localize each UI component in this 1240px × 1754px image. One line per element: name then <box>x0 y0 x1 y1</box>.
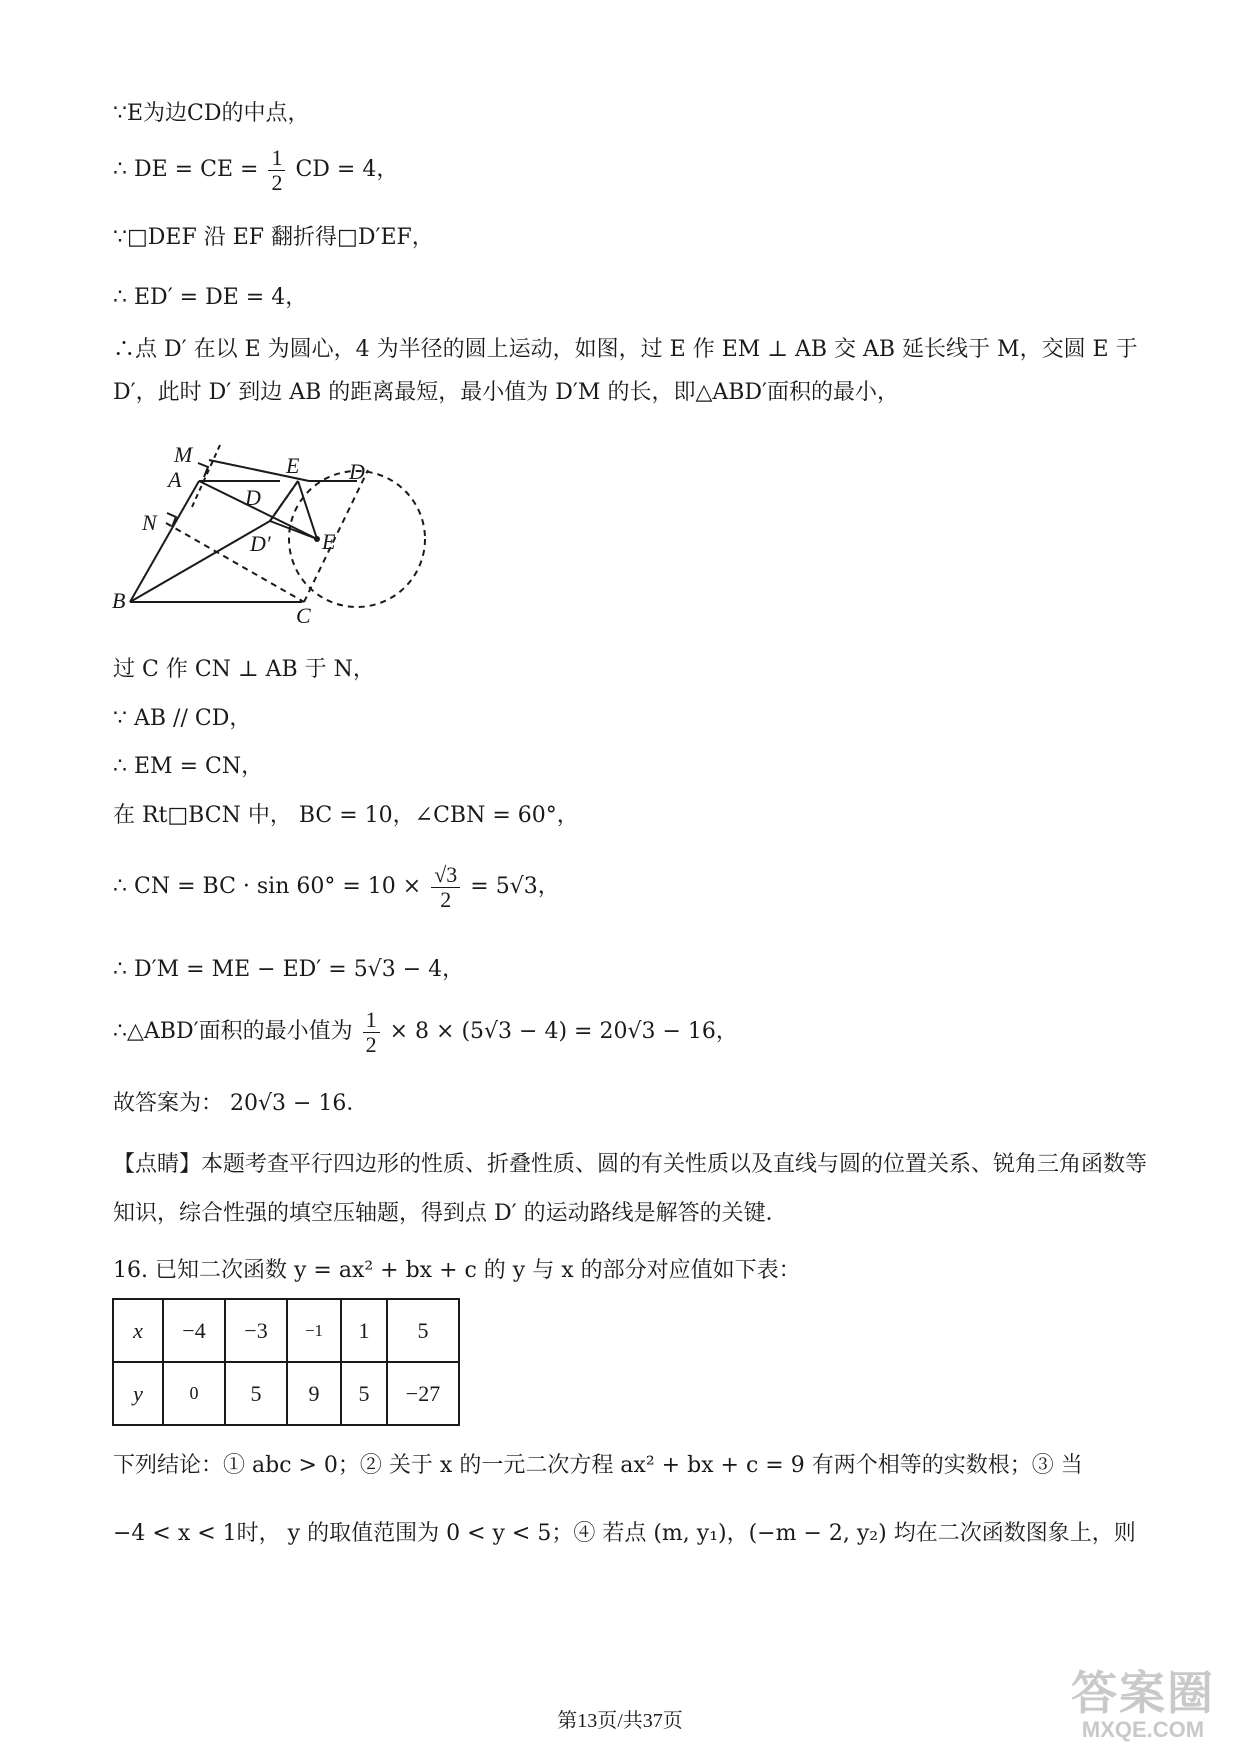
fraction-denominator: 2 <box>440 886 452 912</box>
label-n: N <box>142 510 157 535</box>
segment-d-prime-e <box>270 521 317 539</box>
text-line-15: 【点睛】本题考查平行四边形的性质、折叠性质、圆的有关性质以及直线与圆的位置关系、锐角三角函数等 <box>113 1152 1148 1177</box>
text-line-16: 知识，综合性强的填空压轴题，得到点 D′ 的运动路线是解答的关键． <box>113 1201 788 1226</box>
segment-cd-dashed <box>304 470 368 602</box>
text-line-14: 故答案为： 20√3 − 16． <box>113 1091 369 1116</box>
text-line-11 <box>113 855 560 919</box>
line-2-right: CD = 4， <box>295 157 399 182</box>
text-line-3: ∵□DEF 沿 EF 翻折得□D′EF， <box>113 225 434 250</box>
line-13-left: ∴△ABD′面积的最小值为 <box>113 1019 353 1044</box>
text-line-2 <box>113 140 398 200</box>
table-cell: 5 <box>387 1299 459 1362</box>
label-d: D <box>349 459 365 484</box>
table-cell: −3 <box>225 1299 287 1362</box>
fraction-half <box>268 146 285 195</box>
segment-ma-extension <box>192 445 220 507</box>
line-2-left: ∴ DE = CE = <box>113 157 259 182</box>
text-line-5: ∴点 D′ 在以 E 为圆心，4 为半径的圆上运动，如图，过 E 作 EM ⊥ AB 交 AB 延长线于 M，交圆 E 于 <box>113 337 1138 362</box>
table-cell: 5 <box>225 1362 287 1425</box>
page-footer: 第13页/共37页 <box>557 1710 683 1732</box>
table-header-y: y <box>113 1362 163 1425</box>
label-d-prime: D′ <box>250 531 271 556</box>
text-line-13 <box>113 1000 738 1064</box>
text-line-6: D′，此时 D′ 到边 AB 的距离最短，最小值为 D′M 的长，即△ABD′面积的最小， <box>113 380 900 405</box>
text-line-1: ∵E为边CD的中点， <box>113 101 310 126</box>
label-a: A <box>168 467 182 492</box>
label-d-mid: D <box>245 485 261 510</box>
label-b: B <box>112 588 126 613</box>
table-cell: −27 <box>387 1362 459 1425</box>
text-line-9: ∴ EM = CN， <box>113 754 264 779</box>
text-line-18: 下列结论：① abc > 0；② 关于 x 的一元二次方程 ax² + bx + c = 9 有两个相等的实数根；③ 当 <box>113 1453 1083 1478</box>
line-11-left: ∴ CN = BC · sin 60° = 10 × <box>113 874 422 899</box>
text-line-7: 过 C 作 CN ⊥ AB 于 N， <box>113 657 375 682</box>
table-cell: 9 <box>287 1362 341 1425</box>
fraction-denominator: 2 <box>365 1031 377 1057</box>
fraction-denominator: 2 <box>271 169 283 195</box>
text-line-19: −4 < x < 1时， y 的取值范围为 0 < y < 5；④ 若点 (m, y₁)，(−m − 2, y₂) 均在二次函数图象上，则 <box>113 1521 1136 1546</box>
label-e-top: E <box>286 453 300 478</box>
text-line-8: ∵ AB // CD， <box>113 706 252 731</box>
fraction-numerator: 1 <box>268 146 285 171</box>
segment-ba <box>130 481 199 602</box>
point-e-center <box>314 536 320 542</box>
geometry-figure <box>112 435 442 630</box>
text-line-17: 16. 已知二次函数 y = ax² + bx + c 的 y 与 x 的部分对应值如下表： <box>113 1258 801 1283</box>
table-header-x: x <box>113 1299 163 1362</box>
segment-nc-dashed <box>166 523 304 602</box>
watermark-sub: MXQE.COM <box>1081 1717 1205 1742</box>
fraction-half-2 <box>363 1008 380 1057</box>
value-table <box>112 1298 460 1426</box>
table-cell: 1 <box>341 1299 387 1362</box>
text-line-12: ∴ D′M = ME − ED′ = 5√3 − 4， <box>113 957 465 982</box>
text-line-4: ∴ ED′ = DE = 4， <box>113 285 308 310</box>
table-cell: 0 <box>163 1362 225 1425</box>
table-row-x <box>113 1299 459 1362</box>
table-row-y <box>113 1362 459 1425</box>
label-m: M <box>174 442 193 467</box>
label-c: C <box>296 603 311 628</box>
line-11-right: = 5√3， <box>470 874 560 899</box>
watermark-main: 答案圈 <box>1071 1667 1215 1719</box>
fraction-sqrt3-over-2 <box>431 863 460 912</box>
fraction-numerator: √3 <box>431 863 460 888</box>
label-e-center: E <box>322 529 336 554</box>
right-angle-m <box>198 463 208 477</box>
segment-d-prime-e-top <box>270 481 298 521</box>
text-line-10: 在 Rt□BCN 中， BC = 10，∠CBN = 60°， <box>113 803 579 828</box>
table-cell: 5 <box>341 1362 387 1425</box>
watermark-logo <box>1058 1668 1228 1744</box>
table-cell: −1 <box>287 1299 341 1362</box>
fraction-numerator: 1 <box>363 1008 380 1033</box>
table-cell: −4 <box>163 1299 225 1362</box>
line-13-right: × 8 × (5√3 − 4) = 20√3 − 16， <box>389 1019 738 1044</box>
